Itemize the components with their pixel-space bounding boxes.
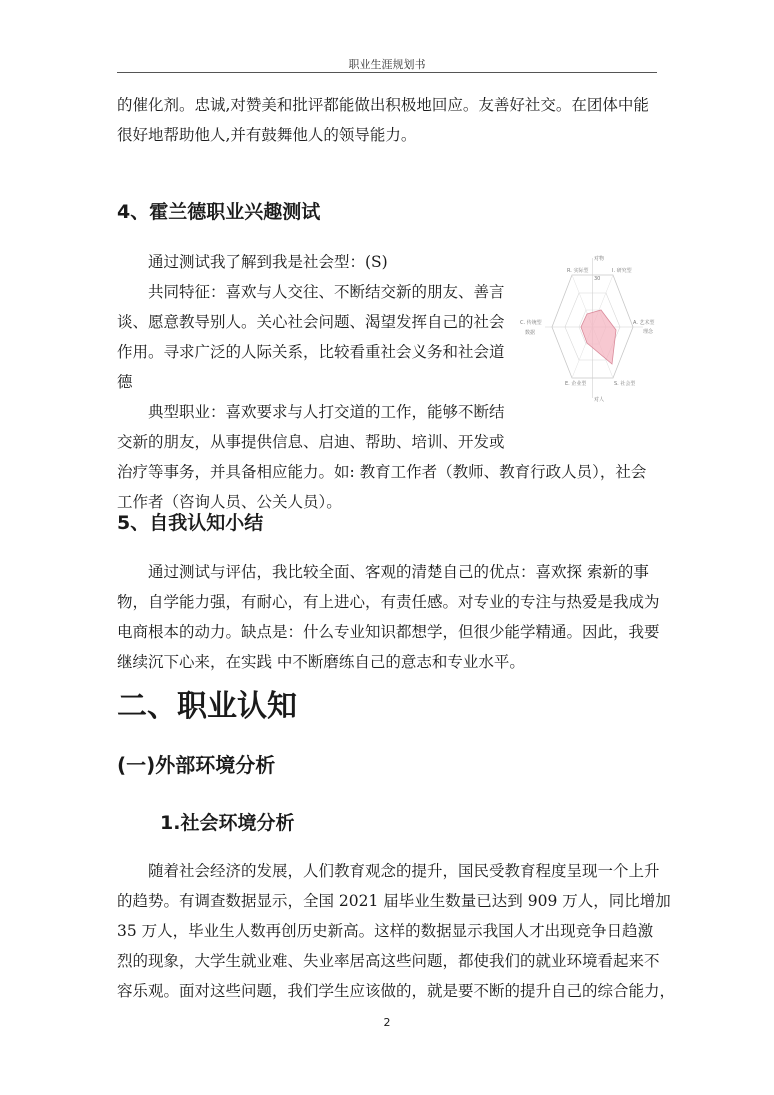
subsection-heading-external-environment: (一)外部环境分析 <box>117 753 276 777</box>
header-divider <box>117 72 657 73</box>
page-number: 2 <box>383 1016 391 1029</box>
radar-label-social: S. 社会型 <box>614 381 636 387</box>
section-heading-self-summary: 5、自我认知小结 <box>117 512 264 534</box>
self-summary-paragraph <box>117 557 660 677</box>
paragraph-line: 35 万人，毕业生人数再创历史新高。这样的数据显示我国人才出现竞争日趋激 <box>117 922 654 940</box>
page-header-title: 职业生涯规划书 <box>348 58 426 71</box>
paragraph-line: 共同特征：喜欢与人交往、不断结交新的朋友、善言 <box>148 283 505 301</box>
radar-score-area <box>581 310 616 364</box>
paragraph-line: 容乐观。面对这些问题，我们学生应该做的，就是要不断的提升自己的综合能力， <box>117 982 676 1000</box>
radar-axis-label-right: 理念 <box>643 329 654 335</box>
radar-axis-label-top: 对物 <box>594 256 605 262</box>
paragraph-line: 通过测试我了解到我是社会型：(S) <box>148 253 388 271</box>
paragraph-line: 随着社会经济的发展，人们教育观念的提升，国民受教育程度呈现一个上升 <box>148 862 660 880</box>
radar-label-artistic: A. 艺术型 <box>633 320 655 326</box>
radar-axis-label-bottom: 对人 <box>594 397 605 403</box>
paragraph-line: 的催化剂。忠诚,对赞美和批评都能做出积极地回应。友善好社交。在团体中能 <box>117 96 649 114</box>
social-environment-paragraph <box>117 856 676 1006</box>
paragraph-line: 电商根本的动力。缺点是：什么专业知识都想学，但很少能学精通。因此，我要 <box>117 623 660 641</box>
chapter-heading-career-cognition: 二、职业认知 <box>117 689 297 724</box>
paragraph-line: 作用。寻求广泛的人际关系，比较看重社会义务和社会道 <box>117 343 505 361</box>
section-heading-holland-test: 4、霍兰德职业兴趣测试 <box>117 201 321 223</box>
paragraph-line: 继续沉下心来，在实践 中不断磨练自己的意志和专业水平。 <box>117 653 525 671</box>
paragraph-line: 物，自学能力强，有耐心，有上进心，有责任感。对专业的专注与热爱是我成为 <box>117 593 660 611</box>
paragraph-line: 谈、愿意教导别人。关心社会问题、渴望发挥自己的社会 <box>117 313 505 331</box>
holland-radar-chart <box>515 250 670 405</box>
paragraph-line: 的趋势。有调查数据显示，全国 2021 届毕业生数量已达到 909 万人，同比增加 <box>117 892 671 910</box>
paragraph-line: 通过测试与评估，我比较全面、客观的清楚自己的优点：喜欢探 索新的事 <box>148 563 649 581</box>
paragraph-line: 德 <box>117 373 133 391</box>
radar-axis-label-left: 数据 <box>525 330 536 336</box>
paragraph-line: 工作者（咨询人员、公关人员）。 <box>117 493 342 511</box>
paragraph-line: 典型职业：喜欢要求与人打交道的工作，能够不断结 <box>148 403 505 421</box>
paragraph-line: 烈的现象，大学生就业难、失业率居高这些问题，都使我们的就业环境看起来不 <box>117 952 660 970</box>
radar-label-conventional: C. 传统型 <box>520 320 542 326</box>
radar-label-realistic: R. 实际型 <box>567 268 589 274</box>
paragraph-line: 很好地帮助他人,并有鼓舞他人的领导能力。 <box>117 126 417 144</box>
radar-label-enterprising: E. 企业型 <box>565 381 587 387</box>
paragraph-line: 交新的朋友，从事提供信息、启迪、帮助、培训、开发或 <box>117 433 505 451</box>
intro-paragraph <box>117 90 657 150</box>
subsubsection-heading-social-environment: 1.社会环境分析 <box>160 812 295 834</box>
radar-scale-label: 30 <box>594 276 601 282</box>
paragraph-line: 治疗等事务，并具备相应能力。如: 教育工作者（教师、教育行政人员），社会 <box>117 463 647 481</box>
radar-label-investigative: I. 研究型 <box>612 268 632 274</box>
